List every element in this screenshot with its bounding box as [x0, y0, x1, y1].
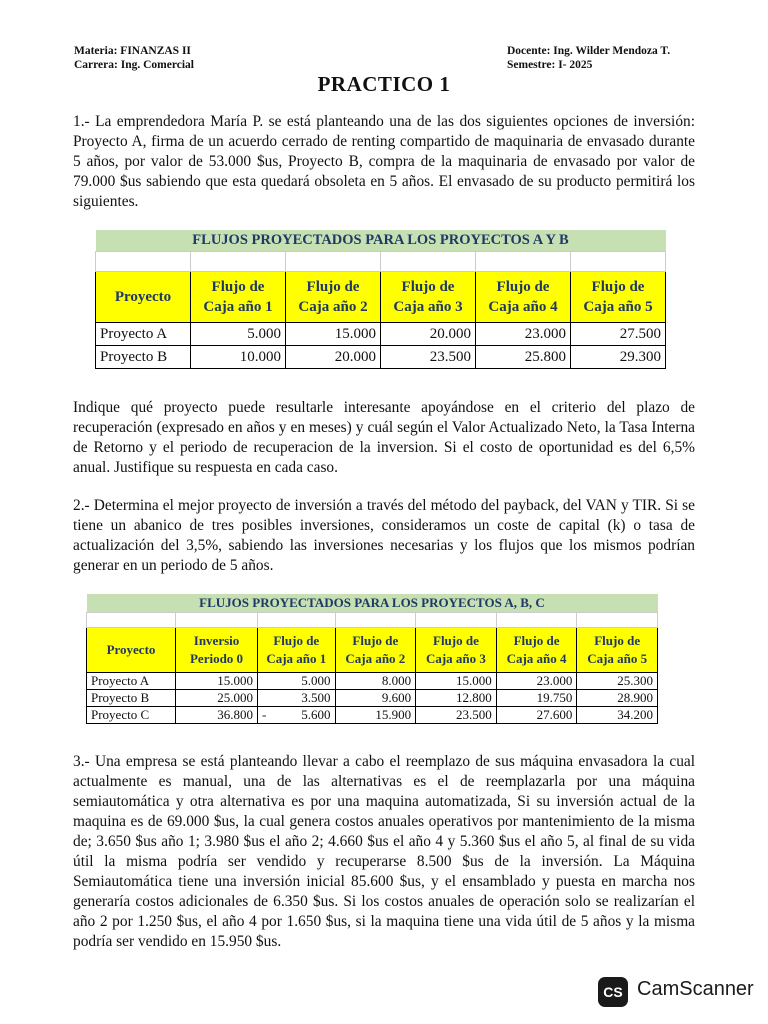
cell: 25.300	[577, 673, 658, 690]
course-name: Materia: FINANZAS II	[74, 45, 191, 57]
cell: 34.200	[577, 707, 658, 724]
problem-1-question: Indique qué proyecto puede resultarle interesante apoyándose en el criterio del plazo de recuperación (expresado en años y en meses) y cuál según el Valor Actualizado Neto, la Tasa Interna de Retorno y el periodo de recuperacion de la inversion. Si el costo de oportunidad es del 6,5% anual. Justifique su respuesta en cada caso.	[73, 399, 695, 476]
cell: 15.000	[286, 323, 381, 346]
camscanner-logo-icon: CS	[598, 977, 628, 1007]
projects-ab-table	[95, 230, 666, 369]
camscanner-watermark: CamScanner	[637, 978, 754, 1000]
header-cell: Flujo de Caja año 3	[381, 272, 476, 323]
career-name: Carrera: Ing. Comercial	[74, 59, 194, 71]
cell: 29.300	[571, 346, 666, 369]
cell: Proyecto A	[87, 673, 176, 690]
cell: 23.500	[416, 707, 497, 724]
cell: 20.000	[381, 323, 476, 346]
table-row	[96, 346, 666, 369]
cell: Proyecto B	[96, 346, 191, 369]
header-cell: Flujo de Caja año 3	[416, 628, 497, 673]
cell-value: 5.600	[301, 707, 331, 722]
cell: 15.900	[335, 707, 416, 724]
cell: 25.800	[476, 346, 571, 369]
semester: Semestre: I- 2025	[507, 59, 593, 71]
cell: 27.600	[496, 707, 577, 724]
header-left	[74, 44, 194, 72]
table-header-row	[96, 272, 666, 323]
cell: 15.000	[416, 673, 497, 690]
header-cell: Proyecto	[87, 628, 176, 673]
table-spacer-row	[96, 252, 666, 272]
header-cell: Flujo de Caja año 1	[191, 272, 286, 323]
table-caption: FLUJOS PROYECTADOS PARA LOS PROYECTOS A, B, C	[87, 594, 658, 613]
table-row	[87, 673, 658, 690]
cell: 10.000	[191, 346, 286, 369]
problem-3-text: 3.- Una empresa se está planteando llevar a cabo el reemplazo de sus máquina envasadora la cual actualmente es manual, una de las alternativas es el de reemplazarla por una máquina semiautomática y otra alternativa es por una maquina automatizada, Si su inversión actual de la maquina es de 69.000 $us, la cual genera costos anuales operativos por mantenimiento de la misma de; 3.650 $us año 1; 3.980 $us el año 2; 4.660 $us el año 4 y 5.360 $us el año 5, al final de su vida útil la misma podría ser vendido y recuperarse 8.500 $us de la inversión. La Máquina Semiautomática tiene una inversión inicial 85.600 $us, y el ensamblado y puesta en marcha nos generaría costos adicionales de 6.350 $us. Si los costos anuales de operación solo se realizarían el año 2 por 1.250 $us, el año 4 por 1.650 $us, si la maquina tiene una vida útil de 5 años y la misma podría ser vendido en 15.950 $us.	[73, 753, 695, 950]
header-cell: Flujo de Caja año 4	[476, 272, 571, 323]
header-cell: Flujo de Caja año 2	[286, 272, 381, 323]
table-row	[96, 323, 666, 346]
cell: Proyecto C	[87, 707, 176, 724]
cell: 23.500	[381, 346, 476, 369]
header-cell: Flujo de Caja año 2	[335, 628, 416, 673]
cell-with-dash	[258, 707, 335, 724]
cell: 3.500	[258, 690, 335, 707]
cell: 5.000	[258, 673, 335, 690]
cell: 5.000	[191, 323, 286, 346]
cell: 25.000	[176, 690, 258, 707]
projects-abc-table	[86, 594, 658, 724]
table-caption: FLUJOS PROYECTADOS PARA LOS PROYECTOS A Y B	[96, 230, 666, 252]
cell: Proyecto B	[87, 690, 176, 707]
cell: 28.900	[577, 690, 658, 707]
cell: 20.000	[286, 346, 381, 369]
teacher-name: Docente: Ing. Wilder Mendoza T.	[507, 45, 671, 57]
page-title: PRACTICO 1	[317, 72, 451, 96]
cell: 9.600	[335, 690, 416, 707]
cell: 12.800	[416, 690, 497, 707]
problem-1-text: 1.- La emprendedora María P. se está planteando una de las dos siguientes opciones de inversión: Proyecto A, firma de un acuerdo cerrado de renting compartido de maquinaria de envasado durante 5 años, por valor de 53.000 $us, Proyecto B, compra de la maquinaria de envasado por valor de 79.000 $us sabiendo que esta quedará obsoleta en 5 años. El envasado de su producto permitirá los siguientes.	[73, 113, 695, 210]
header-cell: Proyecto	[96, 272, 191, 323]
header-cell: Flujo de Caja año 5	[577, 628, 658, 673]
cell: 15.000	[176, 673, 258, 690]
cell: Proyecto A	[96, 323, 191, 346]
cell: 23.000	[476, 323, 571, 346]
cell: 36.800	[176, 707, 258, 724]
cell: 8.000	[335, 673, 416, 690]
header-cell: Inversio Periodo 0	[176, 628, 258, 673]
table-header-row	[87, 628, 658, 673]
table-row	[87, 707, 658, 724]
cell: 19.750	[496, 690, 577, 707]
table-spacer-row	[87, 613, 658, 628]
header-cell: Flujo de Caja año 5	[571, 272, 666, 323]
problem-2-text: 2.- Determina el mejor proyecto de inversión a través del método del payback, del VAN y TIR. Si se tiene un abanico de tres posibles inversiones, consideramos un coste de capital (k) o tasa de actualización del 3,5%, sabiendo las inversiones necesarias y los flujos que los mismos podrían generar en un periodo de 5 años.	[73, 497, 695, 574]
cell: 27.500	[571, 323, 666, 346]
table-row	[87, 690, 658, 707]
header-cell: Flujo de Caja año 4	[496, 628, 577, 673]
header-right	[507, 44, 670, 72]
cell: 23.000	[496, 673, 577, 690]
header-cell: Flujo de Caja año 1	[258, 628, 335, 673]
dash-mark: -	[262, 707, 267, 722]
